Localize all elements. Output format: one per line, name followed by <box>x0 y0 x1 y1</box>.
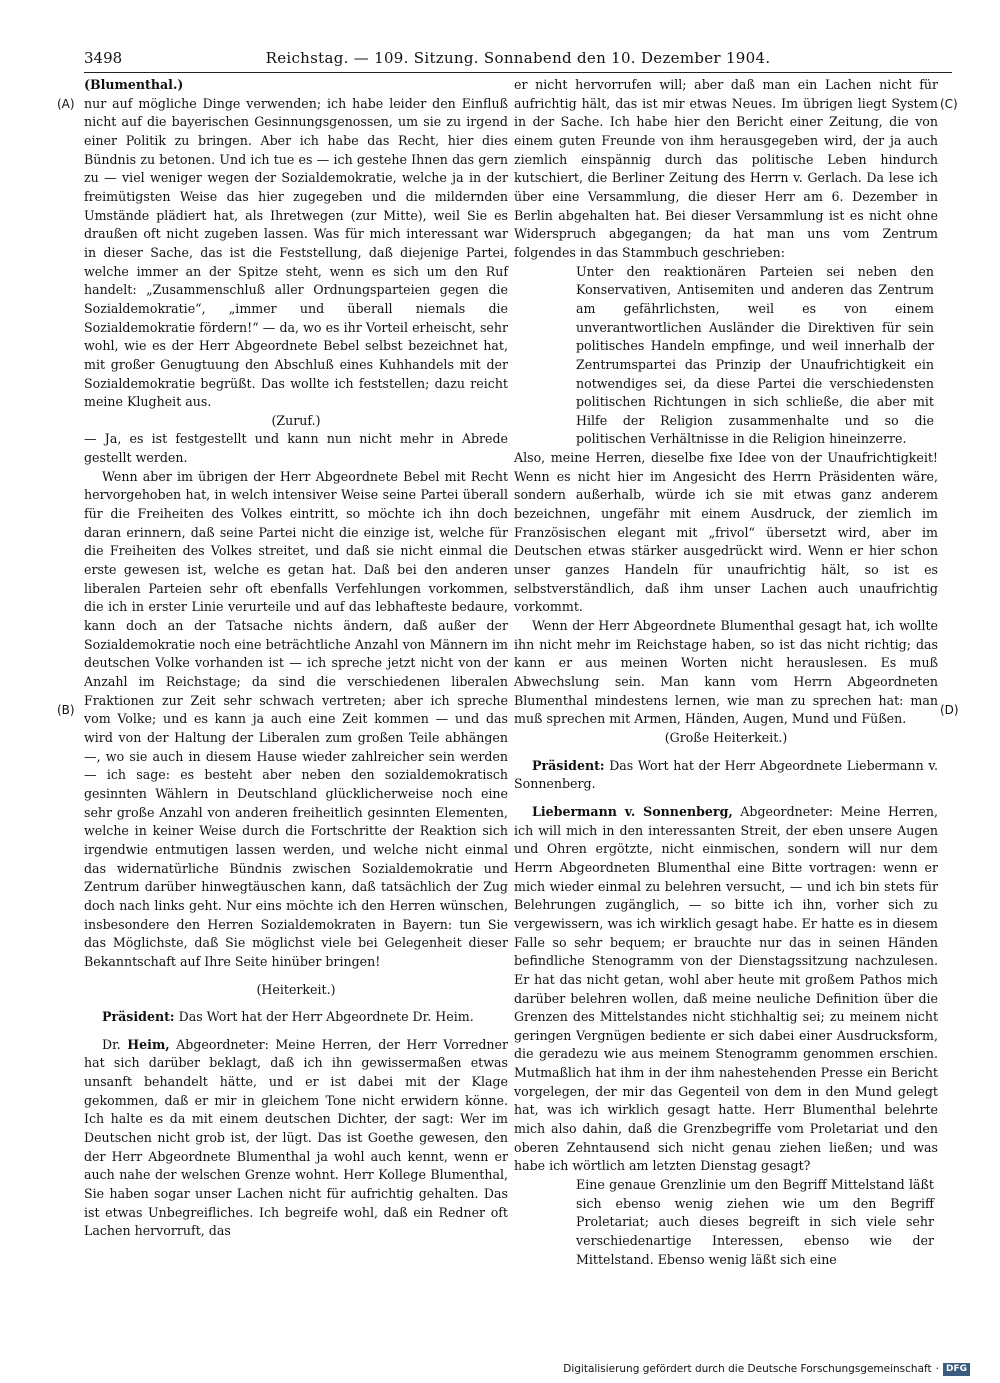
credit-text: Digitalisierung gefördert durch die Deutsche Forschungsgemeinschaft <box>563 1363 932 1375</box>
speech-opening <box>514 803 938 1176</box>
dfg-logo: DFG <box>943 1363 970 1376</box>
paragraph: Also, meine Herren, dieselbe fixe Idee von der Unaufrichtigkeit! Wenn es nicht hier im Angesicht des Herrn Präsidenten wäre, sondern außerhalb, würde ich sie mit etwas ganz anderem bezeichnen, ungefähr mit einem Ausdruck, der ziemlich im Französischen elegant mit „frivol“ übersetzt wird, aber im Deutschen etwas stärker ausgedrückt wird. Wenn er hier schon unser ganzes Handeln für unaufrichtig hält, so ist es selbstverständlich, daß ihm unser Lachen auch unaufrichtig vorkommt. <box>514 450 938 615</box>
credit-separator: · <box>935 1363 939 1375</box>
president-text: Das Wort hat der Herr Abgeordnete Liebermann v. Sonnenberg. <box>514 757 938 792</box>
president-remark <box>514 757 938 794</box>
margin-mark-d: (D) <box>940 703 959 717</box>
speech-opening <box>84 1036 508 1241</box>
interjection: (Heiterkeit.) <box>256 981 336 997</box>
paragraph: Wenn der Herr Abgeordnete Blumenthal gesagt hat, ich wollte ihn nicht mehr im Reichstage haben, so ist das nicht richtig; das kann er aus meinen Worten nicht herauslesen. Es muß Abwechslung sein. Man kann vom Herrn Abgeordneten Blumenthal mindestens lernen, wie man zu sprechen hat: man muß sprechen mit Armen, Händen, Augen, Mund und Füßen. <box>514 618 938 727</box>
running-title: Reichstag. — 109. Sitzung. Sonnabend den 10. Dezember 1904. <box>265 49 771 67</box>
speaker-name: Heim, <box>127 1036 170 1052</box>
right-column <box>514 76 938 1269</box>
speech-text: Abgeordneter: Meine Herren, der Herr Vorredner hat sich darüber beklagt, daß ich ihn gewissermaßen etwas unsanft behandelt hätte, und er ist dabei mit der Klage gekommen, daß er mir in gleichem Tone nicht erwidern könne. Ich halte es da mit einem deutschen Dichter, der sagt: Wer im Deutschen nicht grob ist, der lügt. Das ist Goethe gewesen, den der Herr Abgeordnete Blumenthal ja wohl auch kennt, wenn er auch nahe der welschen Grenze wohnt. Herr Kollege Blumenthal, Sie haben sogar unser Lachen nicht für aufrichtig gehalten. Das ist etwas Unbegreifliches. Ich begreife wohl, daß ein Redner oft Lachen hervorruft, das <box>84 1036 508 1239</box>
margin-mark-c: (C) <box>940 97 958 111</box>
margin-mark-b: (B) <box>57 703 75 717</box>
margin-mark-a: (A) <box>57 97 75 111</box>
speech-text: Abgeordneter: Meine Herren, ich will mich in den interessanten Streit, der eben unsere Augen und Ohren ergötzte, nicht einmischen, sondern will nur dem Herrn Abgeordneten Blumenthal eine Bitte vortragen: wenn er mich wieder einmal zu belehren versucht, — und ich bin stets für Belehrungen zugänglich, — so bitte ich ihn, vorher sich zu vergewissern, was ich wirklich gesagt habe. Er hatte es in diesem Falle so sehr bequem; er brauchte nur das in seinen Händen befindliche Stenogramm von der Dienstagssitzung nachzulesen. Er hat das nicht getan, wohl aber heute mit großem Pathos mich darüber belehren wollen, daß meine neuliche Definition über die Grenzen des Mittelstandes nicht stichhaltig sei; zu meinem nicht geringen Vergnügen bediente er sich dabei einer Ausdrucksform, die geradezu wie aus meinem Stenogramm genommen erschien. Mutmaßlich hat ihm in der ihm nahestehenden Presse ein Bericht vorgelegen, der mir das Gegenteil von dem in den Mund gelegt hat, was ich wirklich gesagt hatte. Herr Blumenthal belehrte mich also dahin, daß die Grenzbegriffe vom Proletariat und den oberen Zehntausend sich nicht genau ziehen ließen; und was habe ich wörtlich am letzten Dienstag gesagt? <box>514 803 938 1174</box>
speaker-name: Liebermann v. Sonnenberg, <box>532 803 733 819</box>
left-column <box>84 76 508 1241</box>
interjection: (Zuruf.) <box>271 412 321 428</box>
president-label: Präsident: <box>532 757 605 773</box>
paragraph: nur auf mögliche Dinge verwenden; ich habe leider den Einfluß nicht auf die bayerischen Gesinnungsgenossen, um sie zu irgend einer Politik zu bringen. Aber ich habe das Recht, hier dies Bündnis zu betonen. Und ich tue es — ich gestehe Ihnen das gern zu — viel weniger wegen der Sozialdemokratie, welche ja in der freimütigsten Weise das hier zugegeben und die mildernden Umstände plädiert hat, als Ihretwegen (zur Mitte), weil Sie es draußen oft nicht zugeben lassen. Was für mich interessant war in dieser Sache, das ist die Feststellung, daß diejenige Partei, welche immer an der Spitze steht, wenn es sich um den Ruf handelt: „Zusammenschluß aller Ordnungsparteien gegen die Sozialdemokratie“, „immer und überall niemals die Sozialdemokratie fördern!“ — da, wo es ihr Vorteil erheischt, sehr wohl, wie es der Herr Abgeordnete Bebel selbst bezeichnet hat, mit großer Genugtuung den Abschluß eines Kuhhandels mit der Sozialdemokratie begrüßt. Das wollte ich feststellen; dazu reicht meine Klugheit aus. <box>84 95 508 410</box>
block-quote: Eine genaue Grenzlinie um den Begriff Mittelstand läßt sich ebenso wenig ziehen wie um den Begriff Proletariat; auch dieses begreift in sich viele sehr verschiedenartige Interessen, ebenso wie der Mittelstand. Ebenso wenig läßt sich eine <box>576 1177 934 1267</box>
paragraph: er nicht hervorrufen will; aber daß man ein Lachen nicht für aufrichtig hält, das ist mir etwas Neues. Im übrigen liegt System in der Sache. Ich habe hier den Bericht einer Zeitung, die von einem guten Freunde von ihm herausgegeben wird, der ja auch ziemlich einspännig durch das politische Leben hindurch kutschiert, die Berliner Zeitung des Herrn v. Gerlach. Da lese ich über eine Versammlung, die dieser Herr am 6. Dezember in Berlin abgehalten hat. Bei dieser Versammlung ist es nicht ohne Widerspruch abgegangen; da hat man uns vom Zentrum folgendes in das Stammbuch geschrieben: <box>514 77 938 260</box>
page-number: 3498 <box>84 49 123 67</box>
speaker-prefix: Dr. <box>102 1036 121 1052</box>
page-header <box>84 44 952 73</box>
interjection: (Große Heiterkeit.) <box>664 729 788 745</box>
block-quote: Unter den reaktionären Parteien sei neben den Konservativen, Antisemiten und anderen das Zentrum am gefährlichsten, weil es von einem unverantwortlichen Ausländer die Direktiven für sein politisches Handeln empfinge, und weil innerhalb der Zentrumspartei das Prinzip der Unaufrichtigkeit ein notwendiges sei, da diese Partei die verschiedensten politischen Richtungen in sich schließe, die aber mit Hilfe der Religion zusammenhalte und so die politischen Verhältnisse in die Religion hineinzerre. <box>576 263 934 447</box>
president-label: Präsident: <box>102 1009 175 1025</box>
paragraph: Wenn aber im übrigen der Herr Abgeordnete Bebel mit Recht hervorgehoben hat, in welch intensiver Weise seine Partei überall für die Freiheiten des Volkes eintritt, so möchte ich ihn doch daran erinnern, daß seine Partei nicht die einzige ist, welche für die Freiheiten des Volkes streitet, und daß sie nicht einmal die erste gewesen ist, welche es getan hat. Daß bei den anderen liberalen Parteien sehr oft ebenfalls Verfehlungen vorkommen, die ich in erster Linie verurteile und auf das lebhafteste bedaure, kann doch an der Tatsache nichts ändern, daß außer der Sozialdemokratie noch eine beträchtliche Anzahl von Männern im deutschen Volke vorhanden ist — ich spreche jetzt nicht von der Anzahl im Reichstage; da sind die verschiedenen liberalen Fraktionen zur Zeit sehr schwach vertreten; aber ich spreche vom Volke; und es kann ja auch eine Zeit kommen — und das wird von der Haltung der Liberalen zum großen Teile abhängen —, wo sie auch in diesem Hause wieder zahlreicher sein werden — ich sage: es besteht aber neben den sozialdemokratisch gesinnten Wählern in Deutschland glücklicherweise noch eine sehr große Anzahl von anderen freiheitlich gesinnten Elementen, welche in keiner Weise durch die Fortschritte der Reaktion sich irgendwie entmutigen lassen werden, und welche nicht einmal das widernatürliche Bündnis zwischen Sozialdemokratie und Zentrum darüber hinwegtäuschen kann, daß tatsächlich der Zug doch nach links geht. Nur eins möchte ich den Herren wünschen, insbesondere den Herren Sozialdemokraten in Bayern: tun Sie das Möglichste, daß Sie möglichst viele bei Gelegenheit dieser Bekanntschaft auf Ihre Seite hinüber bringen! <box>84 468 508 969</box>
speaker-tag: (Blumenthal.) <box>84 77 184 92</box>
digitization-credit <box>563 1362 970 1376</box>
paragraph: — Ja, es ist festgestellt und kann nun nicht mehr in Abrede gestellt werden. <box>84 431 508 466</box>
president-text: Das Wort hat der Herr Abgeordnete Dr. Heim. <box>178 1009 474 1025</box>
president-remark <box>84 1008 508 1027</box>
